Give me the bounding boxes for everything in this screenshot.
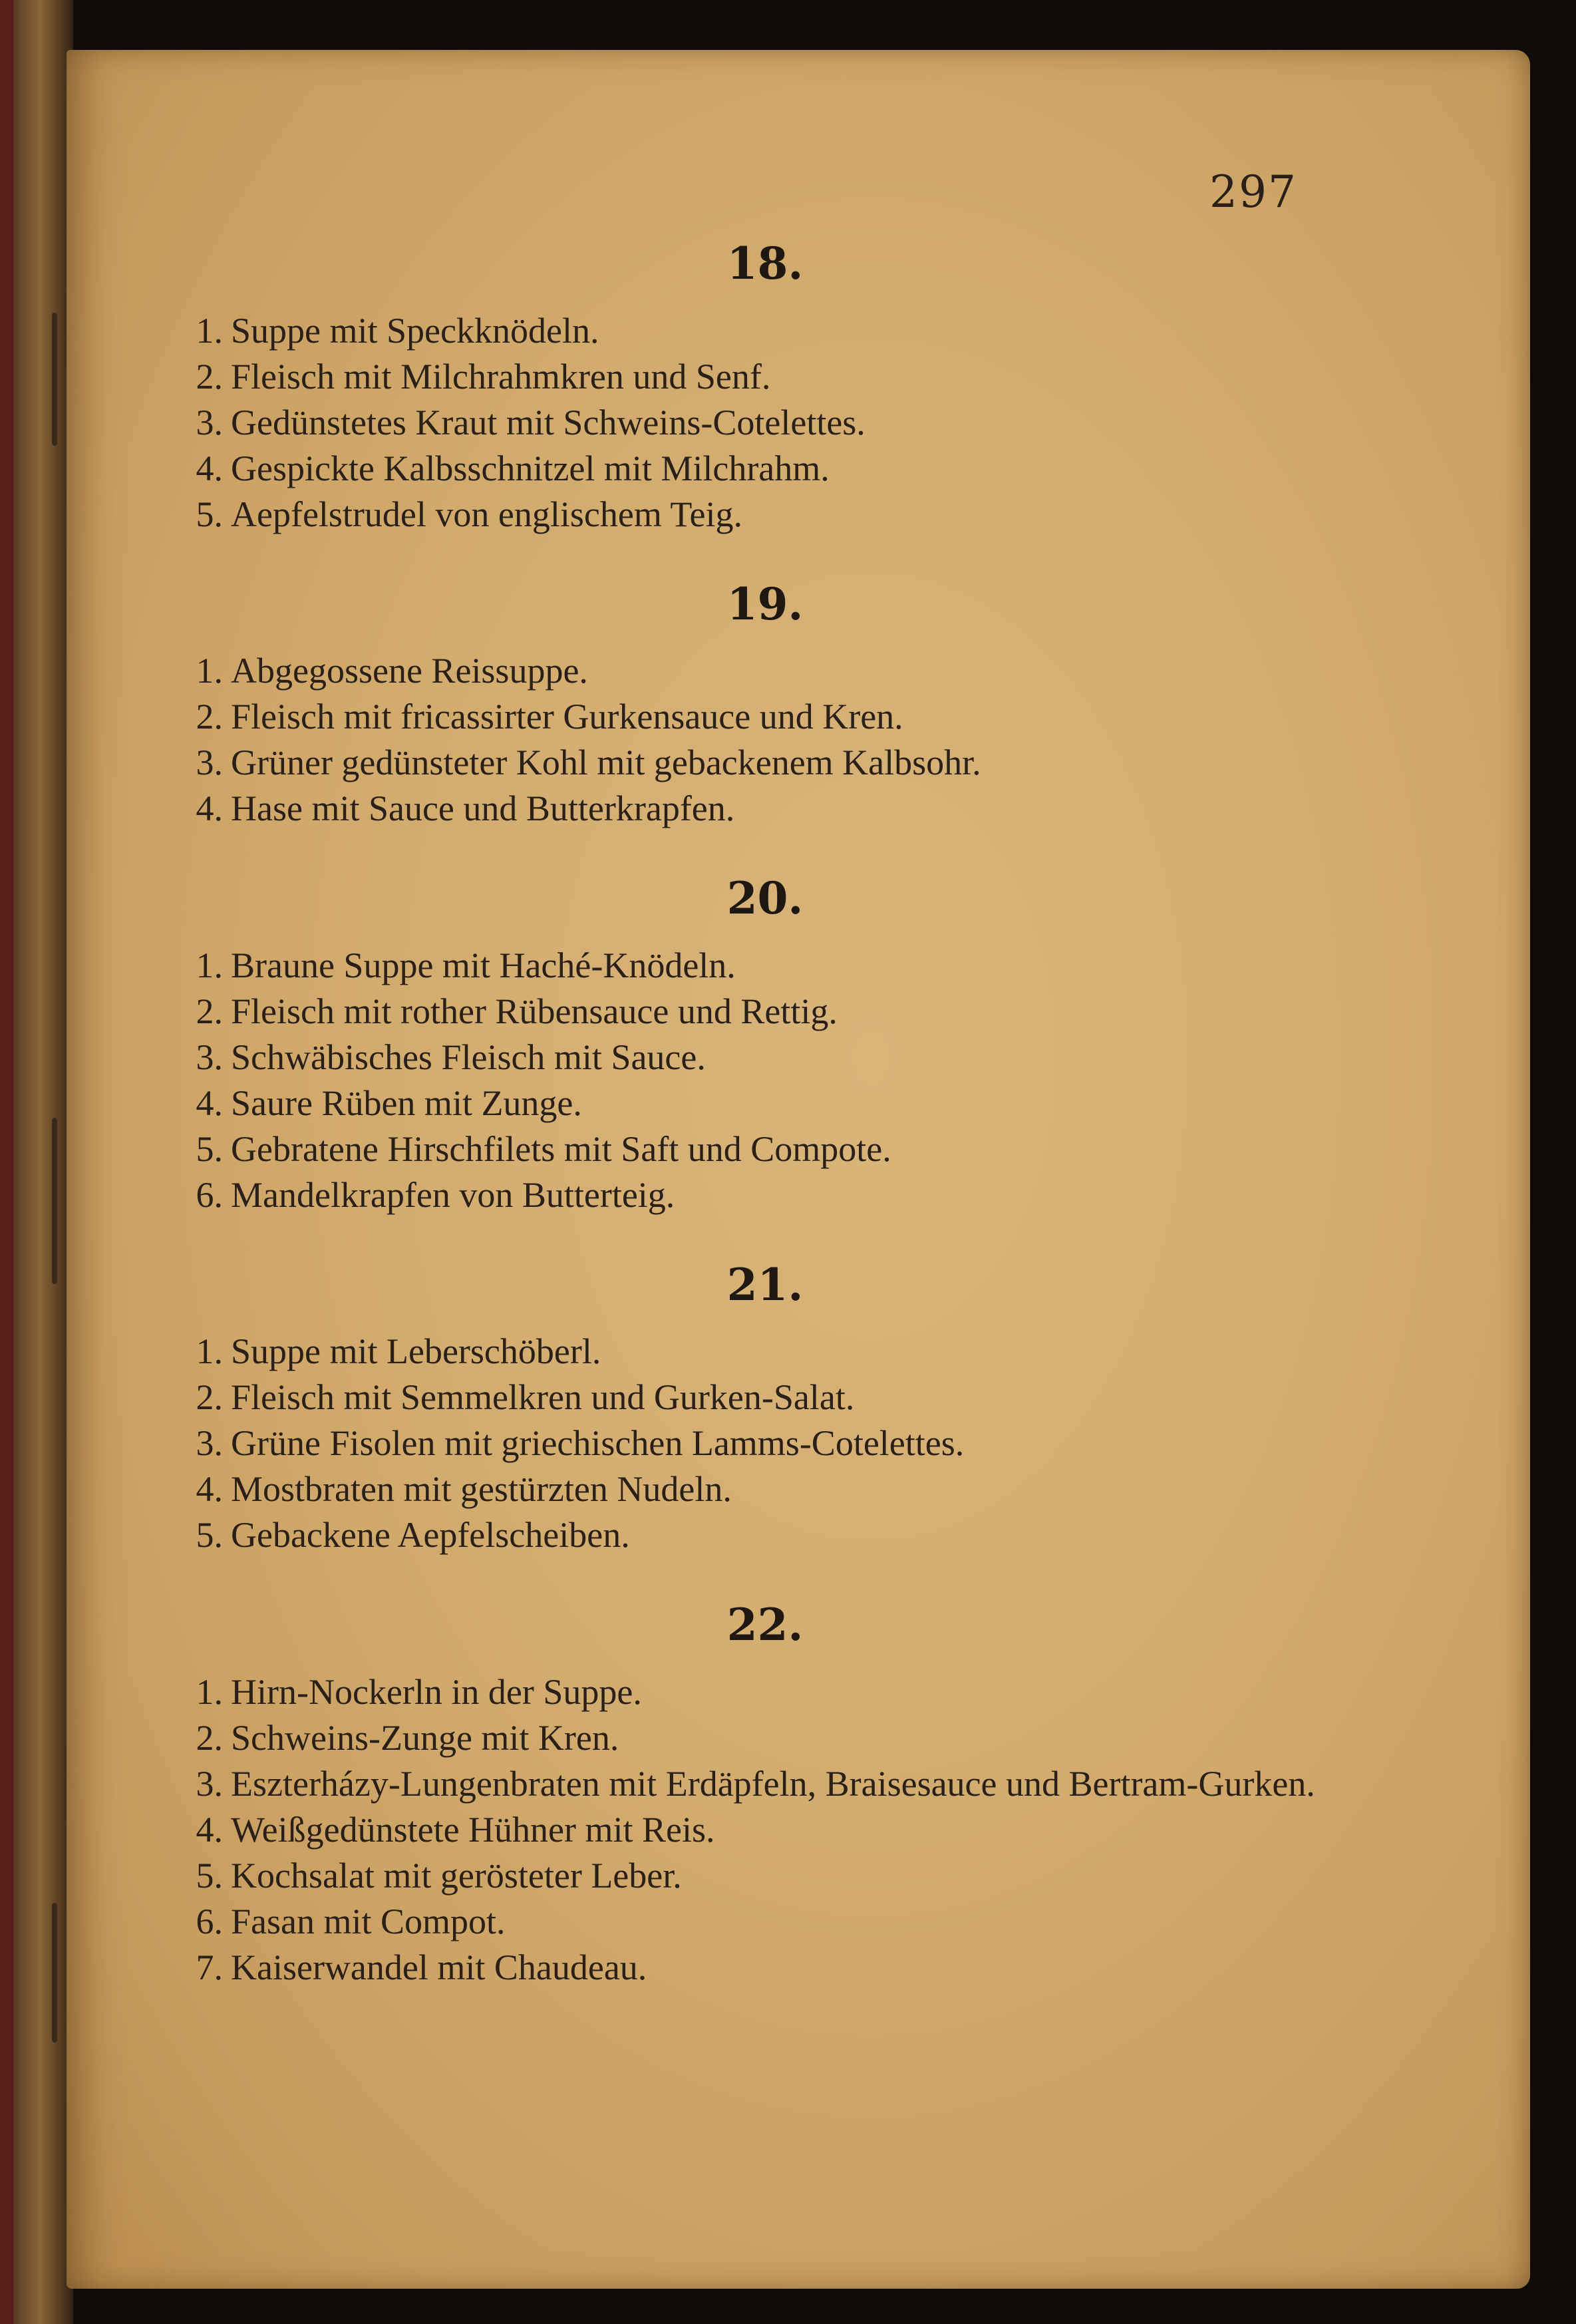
menu-item — [166, 446, 1397, 492]
menu-item — [166, 400, 1397, 446]
item-text: Weißgedünstete Hühner mit Reis. — [231, 1809, 715, 1850]
item-text: Kochsalat mit gerösteter Leber. — [231, 1855, 682, 1896]
section-heading: 21. — [726, 1258, 804, 1311]
menu-item — [166, 1512, 1397, 1558]
item-number: 1. — [196, 945, 223, 985]
item-text: Kaiserwandel mit Chaudeau. — [231, 1947, 647, 1987]
section-heading: 19. — [726, 578, 804, 630]
section-heading: 20. — [726, 872, 804, 925]
item-text: Schweins-Zunge mit Kren. — [231, 1717, 619, 1758]
item-number: 3. — [196, 1763, 223, 1804]
item-text: Hirn-Nockerln in der Suppe. — [231, 1671, 642, 1712]
menu-list — [166, 240, 1397, 2033]
menu-item — [166, 1329, 1397, 1375]
item-number: 1. — [196, 310, 223, 351]
menu-section-22 — [166, 1601, 1397, 1991]
menu-section-20 — [166, 874, 1397, 1218]
item-text: Suppe mit Leberschöberl. — [231, 1331, 601, 1372]
item-text: Grüne Fisolen mit griechischen Lamms-Cotelettes. — [231, 1423, 965, 1464]
item-number: 1. — [196, 1331, 223, 1372]
menu-item — [166, 492, 1397, 538]
item-number: 1. — [196, 1671, 223, 1712]
item-number: 2. — [196, 1377, 223, 1418]
item-text: Fleisch mit Semmelkren und Gurken-Salat. — [231, 1377, 855, 1418]
book-binding — [0, 0, 73, 2324]
item-number: 6. — [196, 1901, 223, 1941]
item-text: Gespickte Kalbsschnitzel mit Milchrahm. — [231, 448, 830, 488]
item-number: 5. — [196, 494, 223, 534]
item-number: 2. — [196, 697, 223, 737]
section-heading: 22. — [726, 1599, 804, 1651]
item-text: Mandelkrapfen von Butterteig. — [231, 1174, 675, 1215]
menu-item — [166, 943, 1397, 989]
menu-item — [166, 1466, 1397, 1512]
item-number: 5. — [196, 1128, 223, 1169]
item-number: 6. — [196, 1174, 223, 1215]
item-number: 3. — [196, 402, 223, 442]
menu-section-21 — [166, 1258, 1397, 1559]
menu-item — [166, 1715, 1397, 1761]
item-text: Fleisch mit fricassirter Gurkensauce und Kren. — [231, 697, 903, 737]
page-number: 297 — [1209, 166, 1297, 218]
item-number: 4. — [196, 1082, 223, 1123]
menu-item — [166, 740, 1397, 786]
menu-item — [166, 1080, 1397, 1126]
item-number: 3. — [196, 1037, 223, 1077]
menu-item — [166, 989, 1397, 1035]
binding-stitch — [52, 1118, 57, 1284]
item-number: 1. — [196, 651, 223, 691]
menu-item — [166, 1375, 1397, 1420]
item-text: Aepfelstrudel von englischem Teig. — [231, 494, 743, 534]
menu-item — [166, 1899, 1397, 1945]
section-heading: 18. — [726, 238, 804, 289]
item-text: Fleisch mit rother Rübensauce und Rettig. — [231, 991, 838, 1031]
item-number: 2. — [196, 1717, 223, 1758]
item-text: Abgegossene Reissuppe. — [231, 651, 588, 691]
menu-item — [166, 1420, 1397, 1466]
item-text: Gebratene Hirschfilets mit Saft und Compote. — [231, 1128, 891, 1169]
item-text: Braune Suppe mit Haché-Knödeln. — [231, 945, 736, 985]
item-text: Fasan mit Compot. — [231, 1901, 506, 1941]
binding-stitch — [52, 1903, 57, 2043]
menu-item — [166, 1172, 1397, 1218]
item-number: 3. — [196, 743, 223, 783]
menu-item — [166, 694, 1397, 740]
item-number: 4. — [196, 1469, 223, 1510]
item-text: Mostbraten mit gestürzten Nudeln. — [231, 1469, 732, 1510]
item-text: Suppe mit Speckknödeln. — [231, 310, 599, 351]
menu-item — [166, 1669, 1397, 1715]
item-number: 2. — [196, 356, 223, 397]
menu-section-19 — [166, 580, 1397, 832]
item-text: Eszterházy-Lungenbraten mit Erdäpfeln, Braisesauce und Bertram-Gurken. — [231, 1763, 1315, 1804]
item-text: Fleisch mit Milchrahmkren und Senf. — [231, 356, 771, 397]
item-number: 4. — [196, 788, 223, 829]
item-number: 7. — [196, 1947, 223, 1987]
menu-item — [166, 1945, 1397, 1991]
item-number: 4. — [196, 1809, 223, 1850]
menu-item — [166, 1035, 1397, 1080]
item-text: Gedünstetes Kraut mit Schweins-Cotelettes. — [231, 402, 866, 442]
menu-section-18 — [166, 240, 1397, 538]
menu-item — [166, 786, 1397, 832]
menu-item — [166, 1126, 1397, 1172]
item-text: Saure Rüben mit Zunge. — [231, 1082, 582, 1123]
menu-item — [166, 1853, 1397, 1899]
item-number: 3. — [196, 1423, 223, 1464]
spine-edge — [0, 0, 13, 2324]
item-text: Schwäbisches Fleisch mit Sauce. — [231, 1037, 706, 1077]
item-text: Grüner gedünsteter Kohl mit gebackenem Kalbsohr. — [231, 743, 981, 783]
menu-item — [166, 1807, 1397, 1853]
binding-stitch — [52, 313, 57, 446]
item-number: 4. — [196, 448, 223, 488]
item-number: 5. — [196, 1855, 223, 1896]
item-text: Gebackene Aepfelscheiben. — [231, 1515, 630, 1556]
item-text: Hase mit Sauce und Butterkrapfen. — [231, 788, 735, 829]
item-number: 2. — [196, 991, 223, 1031]
item-number: 5. — [196, 1515, 223, 1556]
menu-item — [166, 1761, 1397, 1807]
menu-item — [166, 648, 1397, 694]
menu-item — [166, 308, 1397, 354]
menu-item — [166, 354, 1397, 400]
